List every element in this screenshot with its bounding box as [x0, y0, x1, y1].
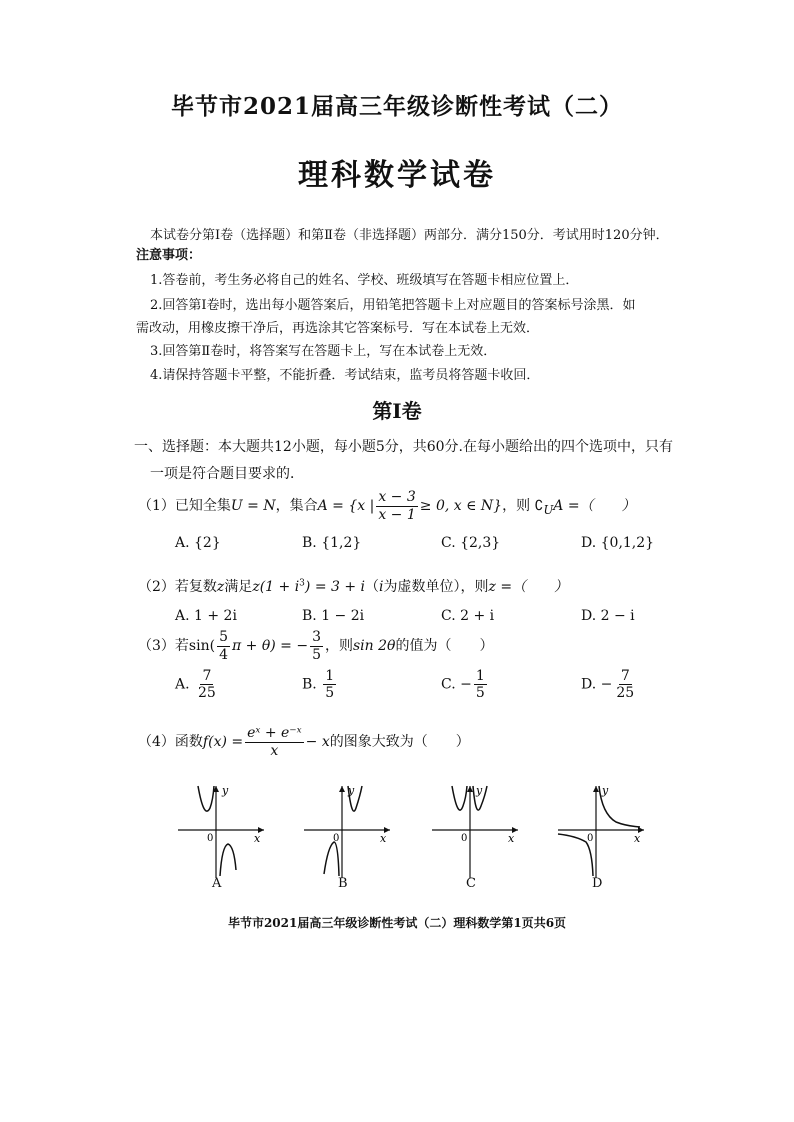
graph-d-label: D [592, 876, 603, 891]
fraction: $\frac{x - 3}{x - 1}$ [378, 489, 416, 523]
origin-label: 0 [333, 833, 340, 844]
axis-x-label: x [634, 832, 641, 845]
axis-x-label: x [508, 832, 515, 845]
exam-title: 毕节市2021届高三年级诊断性考试（二） [170, 93, 623, 120]
q3-option-b: B. $\frac{1}{5}$ [302, 668, 335, 702]
axis-y-label: y [476, 784, 483, 797]
axis-x-label: x [380, 832, 387, 845]
graph-b [302, 780, 392, 880]
q2-option-d: D. 2 − i [581, 608, 635, 624]
notice-item-3: 3.回答第Ⅱ卷时，将答案写在答题卡上，写在本试卷上无效． [150, 344, 497, 359]
graph-c [430, 780, 520, 880]
q2-option-c: C. 2 + i [441, 608, 495, 624]
q2-option-a: A. 1 + 2i [175, 608, 237, 624]
q3-option-a: A. $\frac{7}{25}$ [175, 668, 216, 702]
graph-a [176, 780, 266, 880]
fraction: $\frac{5}{4}$ [219, 629, 228, 663]
q1-option-a: A. {2} [175, 535, 221, 551]
q3-option-d: D. − $\frac{7}{25}$ [581, 668, 635, 702]
section-title: 第Ⅰ卷 [372, 399, 422, 423]
axis-y-label: y [348, 784, 355, 797]
section-desc: 一、选择题：本大题共12小题，每小题5分，共60分.在每小题给出的四个选项中，只有 [134, 439, 673, 455]
graph-d [556, 780, 646, 880]
exam-subtitle: 理科数学试卷 [298, 158, 496, 193]
q2-option-b: B. 1 − 2i [302, 608, 365, 624]
origin-label: 0 [461, 833, 468, 844]
axis-y-label: y [222, 784, 229, 797]
notice-item-2: 2.回答第Ⅰ卷时，选出每小题答案后，用铅笔把答题卡上对应题目的答案标号涂黑．如 [150, 298, 636, 313]
q1-option-c: C. {2,3} [441, 535, 501, 551]
q1-option-d: D. {0,1,2} [581, 535, 655, 551]
page-footer: 毕节市2021届高三年级诊断性考试（二）理科数学第1页共6页 [227, 916, 567, 930]
origin-label: 0 [587, 833, 594, 844]
notice-title: 注意事项： [136, 248, 202, 263]
question-3: （3）若sin( $\frac{5}{4}$ π + θ) = − $\frac{3}{5}$ ，则sin 2θ的值为（ ） [138, 629, 494, 663]
graph-a-label: A [212, 876, 222, 891]
graph-c-label: C [466, 876, 476, 891]
question-4: （4）函数f(x) = $\frac{\text{eˣ + e⁻ˣ}}{x}$ − x的图象大致为（ ） [138, 725, 470, 759]
intro-line: 本试卷分第Ⅰ卷（选择题）和第Ⅱ卷（非选择题）两部分．满分150分．考试用时120分钟． [150, 228, 669, 243]
axis-y-label: y [602, 784, 609, 797]
fraction: $\frac{3}{5}$ [312, 629, 321, 663]
axis-x-label: x [254, 832, 261, 845]
section-desc-cont: 一项是符合题目要求的． [150, 466, 304, 482]
graph-b-label: B [338, 876, 348, 891]
notice-item-1: 1.答卷前，考生务必将自己的姓名、学校、班级填写在答题卡相应位置上． [150, 273, 579, 288]
q3-option-c: C. − $\frac{1}{5}$ [441, 668, 485, 702]
question-1: （1）已知全集U = N，集合A = {x | $\frac{x - 3}{x - 1}$ ≥ 0, x ∈ N}，则 $∁_UA$ =（ ） [138, 489, 636, 523]
fraction: $\frac{\text{eˣ + e⁻ˣ}}{x}$ [247, 725, 302, 759]
notice-item-2-cont: 需改动，用橡皮擦干净后，再选涂其它答案标号．写在本试卷上无效． [136, 321, 540, 336]
notice-item-4: 4.请保持答题卡平整，不能折叠．考试结束，监考员将答题卡收回． [150, 368, 540, 383]
q1-option-b: B. {1,2} [302, 535, 362, 551]
question-2: （2）若复数z满足$z(1 + i^3) = 3 + i(i$为虚数单位），则z =（ ） [138, 578, 569, 595]
origin-label: 0 [207, 833, 214, 844]
